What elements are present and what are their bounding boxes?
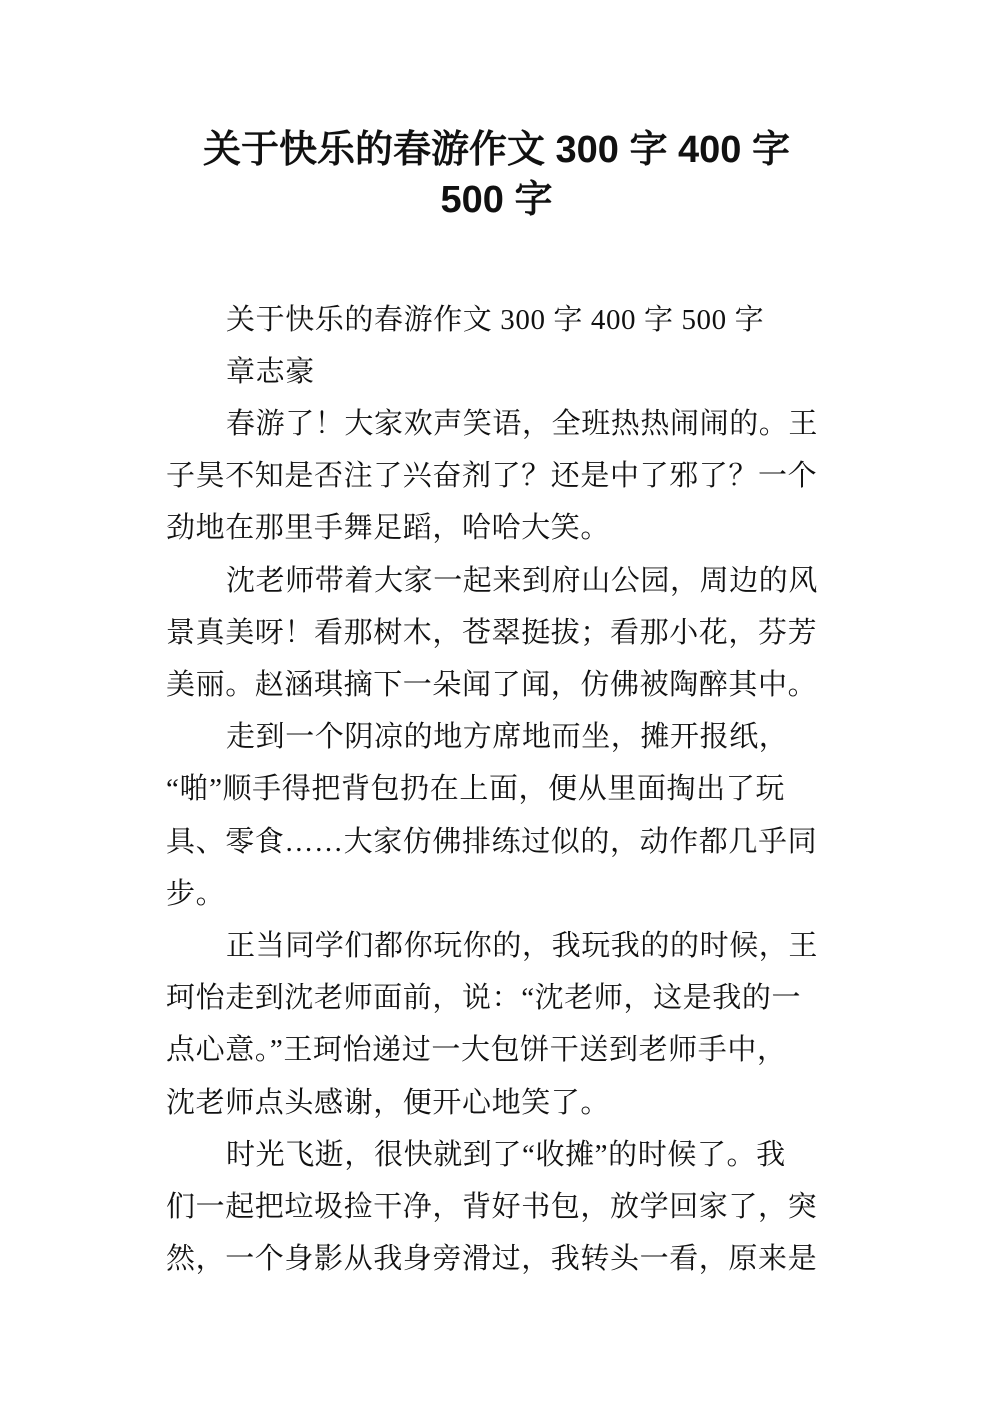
paragraph-5-line-3: 然，一个身影从我身旁滑过，我转头一看，原来是 xyxy=(166,1243,818,1275)
paragraph-3-line-4: 步。 xyxy=(166,878,226,910)
document-title-line-1: 关于快乐的春游作文 300 字 400 字 xyxy=(202,129,791,171)
paragraph-2-line-2: 景真美呀！看那树木，苍翠挺拔；看那小花，芬芳 xyxy=(166,617,818,649)
paragraph-2-line-1: 沈老师带着大家一起来到府山公园，周边的风 xyxy=(226,565,819,597)
paragraph-2-line-3: 美丽。赵涵琪摘下一朵闻了闻，仿佛被陶醉其中。 xyxy=(166,669,818,701)
paragraph-3-line-1: 走到一个阴凉的地方席地而坐，摊开报纸， xyxy=(226,721,789,753)
essay-subtitle: 关于快乐的春游作文 300 字 400 字 500 字 xyxy=(226,304,765,336)
paragraph-5-line-1: 时光飞逝，很快就到了“收摊”的时候了。我 xyxy=(226,1139,786,1171)
paragraph-4-line-3: 点心意。”王珂怡递过一大包饼干送到老师手中， xyxy=(166,1034,787,1066)
paragraph-4-line-4: 沈老师点头感谢，便开心地笑了。 xyxy=(166,1087,611,1119)
paragraph-3-line-3: 具、零食……大家仿佛排练过似的，动作都几乎同 xyxy=(166,826,818,858)
document-title-line-2: 500 字 xyxy=(440,179,553,221)
paragraph-4-line-1: 正当同学们都你玩你的，我玩我的的时候，王 xyxy=(226,930,819,962)
paragraph-1-line-3: 劲地在那里手舞足蹈，哈哈大笑。 xyxy=(166,512,611,544)
paragraph-1-line-1: 春游了！大家欢声笑语，全班热热闹闹的。王 xyxy=(226,408,819,440)
paragraph-4-line-2: 珂怡走到沈老师面前，说：“沈老师，这是我的一 xyxy=(166,982,802,1014)
paragraph-3-line-2: “啪”顺手得把背包扔在上面，便从里面掏出了玩 xyxy=(166,773,785,805)
paragraph-5-line-2: 们一起把垃圾捡干净，背好书包，放学回家了，突 xyxy=(166,1191,818,1223)
author-name: 章志豪 xyxy=(226,356,315,388)
paragraph-1-line-2: 子昊不知是否注了兴奋剂了？还是中了邪了？一个 xyxy=(166,460,818,492)
